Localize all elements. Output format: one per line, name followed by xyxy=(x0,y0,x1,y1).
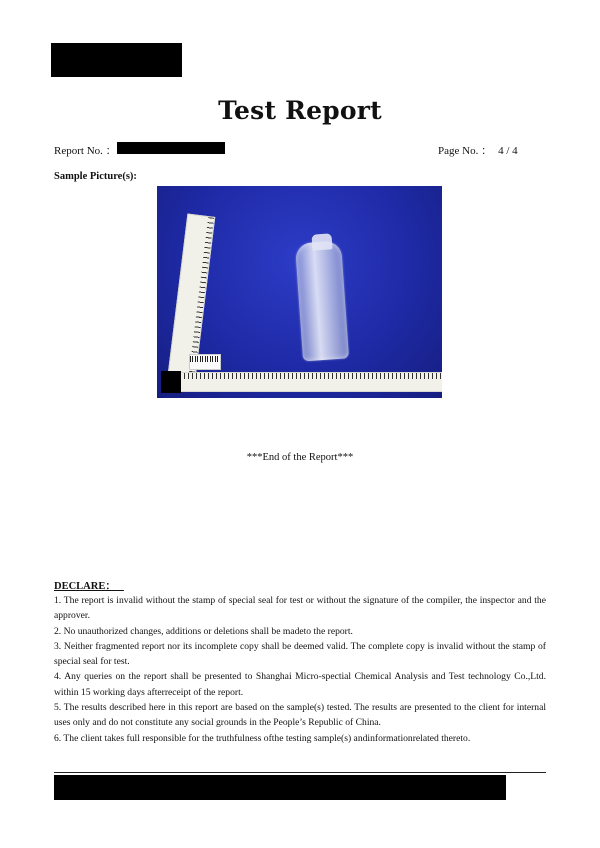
declare-item: 5. The results described here in this report are based on the sample(s) tested. The results are presented to the client for internal uses only and do not constitute any social grounds in the People’s Republic of China. xyxy=(54,702,546,729)
page-number-label: Page No. ： xyxy=(438,145,493,157)
sample-pictures-heading: Sample Picture(s): xyxy=(54,171,137,182)
declare-item: 4. Any queries on the report shall be presented to Shanghai Micro-spectial Chemical Analysis and Test technology Co.,Ltd. within 15 working days afterreceipt of the report. xyxy=(54,671,546,698)
report-number-label: Report No. ： xyxy=(54,145,117,157)
footer-divider xyxy=(54,772,546,773)
page-title: Test Report xyxy=(218,96,382,125)
declare-item: 2. No unauthorized changes, additions or deletions shall be madeto the report. xyxy=(54,625,353,637)
declare-item: 3. Neither fragmented report nor its incomplete copy shall be deemed valid. The complete copy is invalid without the stamp of special seal for test. xyxy=(54,640,546,668)
redacted-photo-corner xyxy=(161,371,181,393)
end-of-report-text: ***End of the Report*** xyxy=(246,452,354,463)
declare-heading: DECLARE： xyxy=(54,581,116,592)
barcode-sticker xyxy=(189,354,221,370)
plastic-bottle-sample xyxy=(295,241,349,362)
sample-photo xyxy=(157,186,442,398)
page-number-value: 4 / 4 xyxy=(498,145,518,157)
declare-item: 6. The client takes full responsible for the truthfulness ofthe testing sample(s) andinformationrelated thereto. xyxy=(54,732,471,744)
declare-list xyxy=(54,593,546,746)
redacted-report-number xyxy=(117,142,225,154)
declare-item: 1. The report is invalid without the stamp of special seal for test or without the signature of the compiler, the inspector and the approver. xyxy=(54,595,546,622)
redacted-footer xyxy=(54,775,506,800)
page-number xyxy=(438,142,518,158)
bottle-cap xyxy=(311,233,332,250)
horizontal-ruler xyxy=(167,372,442,392)
redacted-logo xyxy=(51,43,182,77)
